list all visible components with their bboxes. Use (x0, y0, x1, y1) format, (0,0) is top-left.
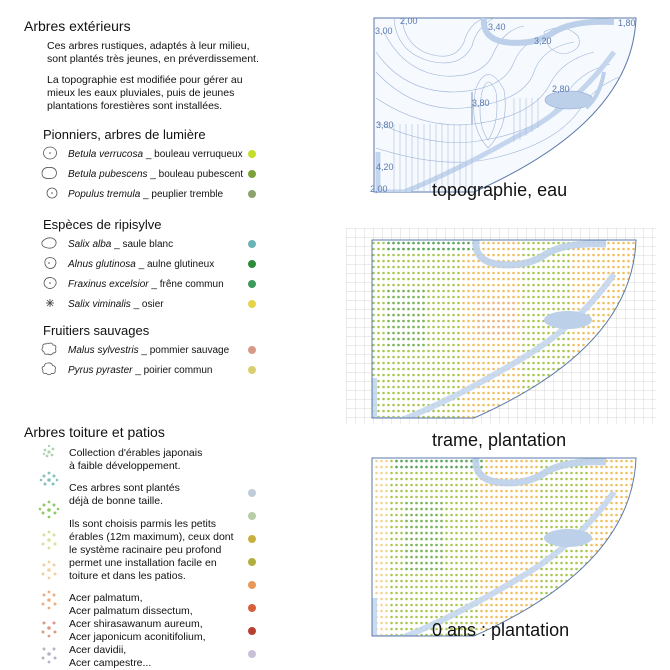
elevation-label: 3,40 (488, 22, 506, 32)
elevation-label: 3,20 (534, 36, 552, 46)
latin-name: Salix alba (68, 239, 112, 250)
text-line: Acer davidii, (69, 644, 127, 656)
species-fruit-1 (68, 345, 229, 356)
roof-species-list (69, 592, 206, 670)
maple-icon (42, 591, 57, 610)
color-swatch-fruit-1 (248, 346, 256, 354)
section-title-roof: Arbres toiture et patios (24, 424, 165, 440)
color-swatch-roof-6 (248, 604, 256, 612)
species-ripisylve-2 (68, 259, 214, 270)
color-swatch-pioneer-1 (248, 150, 256, 158)
text-line: toiture et dans les patios. (69, 570, 186, 582)
common-name: _ bouleau pubescent (147, 169, 244, 180)
exterior-topography-text (47, 74, 243, 113)
latin-name: Salix viminalis (68, 299, 131, 310)
text-line: plantations forestières sont installées. (47, 100, 223, 112)
maple-icon (42, 561, 57, 580)
text-line: Acer palmatum dissectum, (69, 605, 193, 617)
maple-icon (42, 622, 57, 638)
common-name: _ osier (130, 299, 164, 310)
text-line: déjà de bonne taille. (69, 495, 163, 507)
text-line: le système racinaire peu profond (69, 544, 222, 556)
color-swatch-ripisylve-2 (248, 260, 256, 268)
text-line: Acer campestre... (69, 657, 152, 669)
common-name: _ frêne commun (148, 279, 224, 290)
elevation-label: 2,80 (552, 84, 570, 94)
caption-topography: topographie, eau (432, 180, 568, 200)
color-swatch-pioneer-3 (248, 190, 256, 198)
elevation-label: 2,00 (400, 16, 418, 26)
roof-selection-text (69, 518, 234, 583)
common-name: _ bouleau verruqueux (143, 149, 243, 160)
common-name: _ peuplier tremble (140, 189, 224, 200)
elevation-label: 1,80 (618, 18, 636, 28)
text-line: Ces arbres rustiques, adaptés à leur milieu, (47, 40, 250, 52)
year-zero-planting-map (364, 452, 654, 642)
planting-grid-map (346, 228, 656, 424)
latin-name: Alnus glutinosa (68, 259, 136, 270)
elevation-label: 3,80 (472, 98, 490, 108)
color-swatch-roof-8 (248, 650, 256, 658)
text-line: permet une installation facile en (69, 557, 217, 569)
section-title-fruit: Fruitiers sauvages (43, 323, 150, 338)
text-line: à faible développement. (69, 460, 181, 472)
color-swatch-ripisylve-3 (248, 280, 256, 288)
color-swatch-roof-5 (248, 581, 256, 589)
text-line: érables (12m maximum), ceux dont (69, 531, 234, 543)
common-name: _ aulne glutineux (135, 259, 215, 270)
text-line: Ils sont choisis parmis les petits (69, 518, 217, 530)
willow-tree-icon (40, 236, 58, 250)
color-swatch-roof-7 (248, 627, 256, 635)
color-swatch-ripisylve-4 (248, 300, 256, 308)
species-pioneer-1 (68, 149, 243, 160)
caption-grid: trame, plantation (432, 430, 567, 450)
color-swatch-pioneer-2 (248, 170, 256, 178)
latin-name: Betula pubescens (68, 169, 148, 180)
alder-tree-icon (42, 256, 58, 270)
color-swatch-roof-1 (248, 489, 256, 497)
text-line: sont plantés très jeunes, en préverdissement. (47, 53, 259, 65)
maple-icon (40, 472, 59, 486)
section-title-exterior: Arbres extérieurs (24, 18, 131, 34)
species-fruit-2 (68, 365, 213, 376)
text-line: La topographie est modifiée pour gérer au (47, 74, 243, 86)
common-name: _ saule blanc (111, 239, 174, 250)
text-line: Collection d'érables japonais (69, 447, 203, 459)
latin-name: Pyrus pyraster (68, 365, 133, 376)
text-line: Acer shirasawanum aureum, (69, 618, 203, 630)
latin-name: Malus sylvestris (68, 345, 139, 356)
text-line: Acer palmatum, (69, 592, 143, 604)
latin-name: Betula verrucosa (68, 149, 144, 160)
species-pioneer-2 (68, 169, 243, 180)
birch-pubescent-icon (40, 166, 58, 180)
color-swatch-fruit-2 (248, 366, 256, 374)
elevation-label: 3,00 (375, 26, 393, 36)
text-line: Ces arbres sont plantés (69, 482, 180, 494)
color-swatch-roof-4 (248, 558, 256, 566)
ash-tree-icon (42, 276, 58, 290)
birch-tree-icon (42, 146, 58, 160)
poplar-tree-icon (44, 186, 60, 200)
section-title-ripisylve: Espèces de ripisylve (43, 217, 162, 232)
species-pioneer-3 (68, 189, 223, 200)
roof-size-text (69, 482, 180, 508)
text-line: Acer japonicum aconitifolium, (69, 631, 206, 643)
species-ripisylve-4 (68, 299, 164, 310)
plantation-dots (372, 458, 648, 638)
maple-icons-column (34, 440, 64, 668)
common-name: _ pommier sauvage (138, 345, 230, 356)
common-name: _ poirier commun (132, 365, 213, 376)
maple-icon (42, 648, 57, 664)
osier-icon (42, 296, 58, 310)
roof-collection-text (69, 447, 202, 473)
color-swatch-roof-2 (248, 512, 256, 520)
apple-tree-icon (40, 342, 58, 356)
maple-icon (39, 501, 60, 519)
species-ripisylve-1 (68, 239, 173, 250)
text-line: mieux les eaux pluviales, puis de jeunes (47, 87, 235, 99)
elevation-label: 2,00 (370, 184, 388, 194)
exterior-intro (47, 40, 259, 66)
latin-name: Fraxinus excelsior (68, 279, 149, 290)
elevation-label: 3,80 (376, 120, 394, 130)
color-swatch-ripisylve-1 (248, 240, 256, 248)
species-ripisylve-3 (68, 279, 224, 290)
maple-icon (42, 531, 57, 550)
pear-tree-icon (40, 362, 58, 376)
elevation-label: 4,20 (376, 162, 394, 172)
color-swatch-roof-3 (248, 535, 256, 543)
caption-year-zero: 0 ans : plantation (432, 620, 570, 640)
latin-name: Populus tremula (68, 189, 141, 200)
topography-map (364, 12, 650, 196)
maple-icon (43, 445, 55, 458)
section-title-pioneers: Pionniers, arbres de lumière (43, 127, 206, 142)
